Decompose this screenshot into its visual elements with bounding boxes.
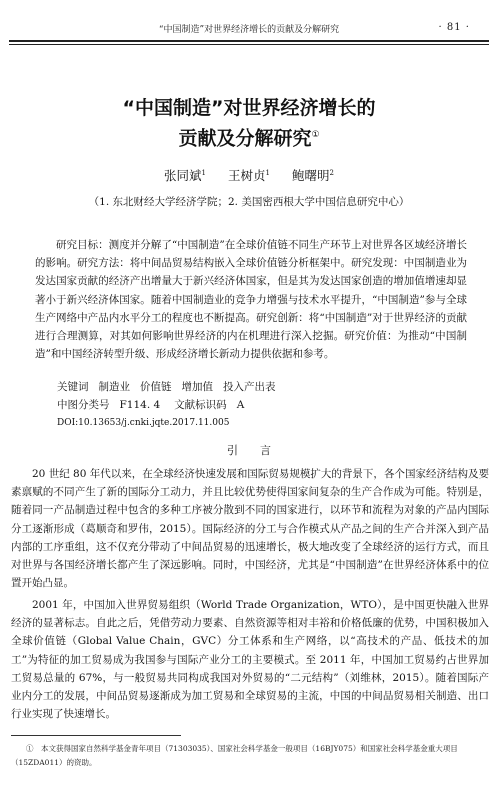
clc-label: 中图分类号 bbox=[57, 399, 110, 411]
author-affiliation-marker: 1 bbox=[265, 169, 270, 177]
author bbox=[164, 168, 206, 183]
keywords-line bbox=[57, 379, 286, 395]
author-list bbox=[0, 164, 498, 185]
keywords-label: 关键词 bbox=[57, 381, 89, 393]
running-title: “中国制造”对世界经济增长的贡献及分解研究 bbox=[158, 25, 340, 35]
header-rule-thick bbox=[9, 40, 489, 42]
title-footnote-marker: ① bbox=[311, 130, 320, 140]
doc-code-value: A bbox=[236, 399, 245, 411]
keyword: 增加值 bbox=[181, 381, 213, 393]
author-affiliation-marker: 1 bbox=[201, 169, 207, 177]
author-name: 鲍曙明 bbox=[291, 168, 330, 184]
author-name: 张同斌 bbox=[164, 168, 202, 184]
author bbox=[292, 168, 334, 183]
running-header bbox=[0, 20, 498, 36]
keyword: 投入产出表 bbox=[223, 381, 276, 393]
author bbox=[228, 168, 270, 183]
author-affiliation-marker: 2 bbox=[329, 169, 334, 177]
article-title-line1: “中国制造”对世界经济增长的 bbox=[122, 97, 376, 119]
doi: DOI:10.13653/j.cnki.jqte.2017.11.005 bbox=[57, 418, 230, 428]
footnote-rule bbox=[11, 735, 181, 736]
footnote bbox=[11, 742, 489, 770]
abstract: 研究目标：测度并分解了“中国制造”在全球价值链不同生产环节上对世界各区域经济增长的影响。研究方法：将中间品贸易结构嵌入全球价值链分析框架中。研究发现：中国制造业为发达国家贡献的经济产出增量大于新兴经济体国家，但是其为发达国家创造的增加值增速却显著小于新兴经济体国家。随着中国制造业的竞争力增强与技术水平提升，“中国制造”参与全球生产网络中产品内水平分工的程度也不断提高。研究创新：将“中国制造”对于世界经济的贡献进行合理测算，对其如何影响世界经济的内在机理进行深入挖掘。研究价值：为推动“中国制造”和中国经济转型升级、形成经济增长新动力提供依据和参考。 bbox=[35, 239, 467, 361]
author-name: 王树贞 bbox=[228, 168, 266, 184]
keyword: 制造业 bbox=[98, 381, 130, 393]
affiliation: （1. 东北财经大学经济学院；2. 美国密西根大学中国信息研究中心） bbox=[88, 196, 410, 208]
footnote-marker: ① bbox=[26, 744, 34, 753]
body-paragraph: 20 世纪 80 年代以来，在全球经济快速发展和国际贸易规模扩大的背景下，各个国家经济结构及要素禀赋的不同产生了新的国际分工动力，并且比较优势使得国家间复杂的生产合作成为可能。特别是，随着同一产品制造过程中包含的多种工序被分散到不同的国家进行，以环节和流程为对象的产品内国际分工逐渐形成（葛顺奇和罗伟，2015）。国际经济的分工与合作模式从产品之间的生产合并深入到产品内部的工序重组，这不仅充分带动了中间品贸易的迅速增长，极大地改变了全球经济的运行方式，而且对世界与各国经济增长都产生了深远影响。同时，中国经济，尤其是“中国制造”在世界经济体系中的位置开始凸显。 bbox=[11, 468, 489, 590]
doc-code-label: 文献标识码 bbox=[174, 399, 227, 411]
keyword: 价值链 bbox=[140, 381, 172, 393]
classification-line bbox=[57, 397, 244, 413]
header-rule-thin bbox=[9, 44, 489, 45]
article-title-line2 bbox=[0, 121, 498, 152]
clc-value: F114. 4 bbox=[119, 399, 161, 411]
article-title-line2-text: 贡献及分解研究 bbox=[178, 127, 312, 150]
section-heading: 引言 bbox=[227, 444, 293, 457]
page-number: · 81 · bbox=[438, 22, 470, 33]
footnote-text: 本文获得国家自然科学基金青年项目（71303035）、国家社会科学基金一般项目（16BJY075）和国家社会科学基金重大项目（15ZDA011）的资助。 bbox=[11, 744, 458, 767]
body-paragraph: 2001 年，中国加入世界贸易组织（World Trade Organization，WTO），是中国更快融入世界经济的显著标志。自此之后，凭借劳动力要素、自然资源等相对丰裕和价格低廉的优势，中国积极加入全球价值链（Global Value Chain，GVC）分工体系和生产网络，以“高技术的产品、低技术的加工”为特征的加工贸易成为我国参与国际产业分工的主要模式。至 2011 年，中国加工贸易约占世界加工贸易总量的 67%，与一般贸易共同构成我国对外贸易的“二元结构”（刘维林，2015）。随着国际产业内分工的发展，中间品贸易逐渐成为加工贸易和全球贸易的主流，中国的中间品贸易相关制造、出口行业实现了快速增长。 bbox=[11, 599, 489, 721]
